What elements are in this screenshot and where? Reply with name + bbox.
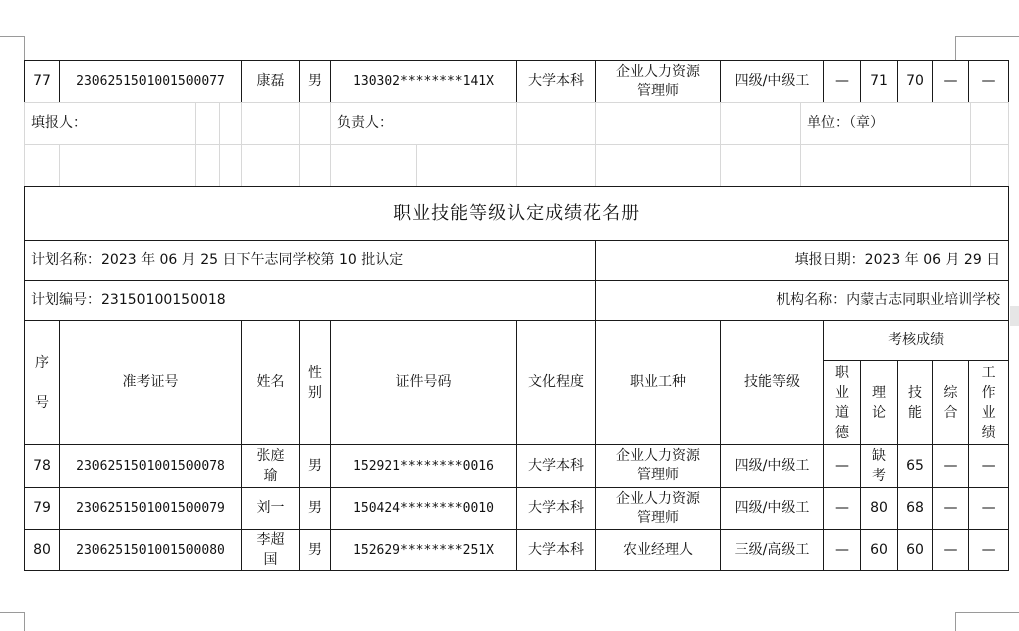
skill-cell: 60	[898, 530, 933, 571]
level-cell: 三级/高级工	[721, 530, 824, 571]
occupation-line: 管理师	[637, 467, 679, 483]
id-no-cell: 152921********0016	[331, 445, 517, 488]
crop-mark	[955, 612, 956, 631]
comprehensive-cell: —	[933, 445, 969, 488]
title-row	[25, 187, 1009, 241]
header-level: 技能等级	[721, 321, 824, 445]
gender-cell: 男	[300, 488, 331, 530]
work-cell: —	[969, 488, 1009, 530]
table-row	[25, 445, 1009, 488]
id-no-cell: 130302********141X	[331, 61, 517, 103]
header-gender: 性别	[300, 321, 331, 445]
seq-cell: 77	[25, 61, 60, 103]
gender-cell: 男	[300, 445, 331, 488]
occupation-cell: 农业经理人	[596, 530, 721, 571]
occupation-cell	[596, 445, 721, 488]
name-cell: 张庭瑜	[242, 445, 300, 488]
id-no-cell: 150424********0010	[331, 488, 517, 530]
header-education: 文化程度	[517, 321, 596, 445]
header-name: 姓名	[242, 321, 300, 445]
ethics-cell: —	[824, 445, 861, 488]
filler-label: 填报人：	[25, 103, 196, 145]
theory-cell: 80	[861, 488, 898, 530]
theory-cell: 60	[861, 530, 898, 571]
table-row	[25, 530, 1009, 571]
education-cell: 大学本科	[517, 61, 596, 103]
header-exam-no: 准考证号	[60, 321, 242, 445]
crop-mark	[955, 36, 1019, 37]
header-id-no: 证件号码	[331, 321, 517, 445]
unit-label: 单位：（章）	[801, 103, 971, 145]
plan-name: 计划名称：2023 年 06 月 25 日下午志同学校第 10 批认定	[25, 241, 596, 281]
education-cell: 大学本科	[517, 445, 596, 488]
comprehensive-cell: —	[933, 61, 969, 103]
side-handle[interactable]	[1010, 306, 1019, 326]
seq-cell: 78	[25, 445, 60, 488]
name-cell: 康磊	[242, 61, 300, 103]
gender-cell: 男	[300, 530, 331, 571]
plan-no: 计划编号：23150100150018	[25, 281, 596, 321]
plan-no-row	[25, 281, 1009, 321]
fill-date: 填报日期：2023 年 06 月 29 日	[596, 241, 1009, 281]
previous-page-row	[24, 60, 1009, 103]
responsible-label: 负责人：	[331, 103, 517, 145]
header-ethics: 职业道德	[824, 361, 861, 445]
skill-cell: 70	[898, 61, 933, 103]
work-cell: —	[969, 530, 1009, 571]
crop-mark	[24, 612, 25, 631]
occupation-cell	[596, 488, 721, 530]
header-seq: 序号	[25, 321, 60, 445]
occupation-line: 管理师	[637, 509, 679, 526]
id-no-cell: 152629********251X	[331, 530, 517, 571]
theory-cell: 缺考	[861, 445, 898, 488]
crop-mark	[0, 36, 24, 37]
exam-no-cell: 2306251501001500080	[60, 530, 242, 571]
level-cell: 四级/中级工	[721, 61, 824, 103]
header-comprehensive: 综合	[933, 361, 969, 445]
crop-mark	[24, 36, 25, 60]
exam-no-cell: 2306251501001500079	[60, 488, 242, 530]
theory-cell: 71	[861, 61, 898, 103]
skill-cell: 68	[898, 488, 933, 530]
table-row	[25, 488, 1009, 530]
crop-mark	[0, 612, 24, 613]
comprehensive-cell: —	[933, 530, 969, 571]
comprehensive-cell: —	[933, 488, 969, 530]
name-cell: 刘一	[242, 488, 300, 530]
crop-mark	[955, 36, 956, 60]
header-work: 工作业绩	[969, 361, 1009, 445]
header-scores: 考核成绩	[824, 321, 1009, 361]
signature-row	[25, 103, 1009, 145]
education-cell: 大学本科	[517, 488, 596, 530]
signature-area	[24, 102, 1009, 187]
occupation-cell	[596, 61, 721, 103]
org-name: 机构名称：内蒙古志同职业培训学校	[596, 281, 1009, 321]
education-cell: 大学本科	[517, 530, 596, 571]
name-cell: 李超国	[242, 530, 300, 571]
ethics-cell: —	[824, 530, 861, 571]
occupation-line: 管理师	[637, 82, 679, 99]
work-cell: —	[969, 445, 1009, 488]
roster-table	[24, 186, 1009, 571]
crop-mark	[955, 612, 1019, 613]
header-occupation: 职业工种	[596, 321, 721, 445]
skill-cell: 65	[898, 445, 933, 488]
plan-row	[25, 241, 1009, 281]
occupation-line: 企业人力资源	[616, 448, 700, 464]
seq-cell: 79	[25, 488, 60, 530]
exam-no-cell: 2306251501001500077	[60, 61, 242, 103]
level-cell: 四级/中级工	[721, 488, 824, 530]
exam-no-cell: 2306251501001500078	[60, 445, 242, 488]
gender-cell: 男	[300, 61, 331, 103]
occupation-line: 企业人力资源	[616, 63, 700, 80]
header-skill: 技能	[898, 361, 933, 445]
header-row	[25, 321, 1009, 361]
blank-row	[25, 145, 1009, 187]
work-cell: —	[969, 61, 1009, 103]
occupation-line: 企业人力资源	[616, 490, 700, 507]
ethics-cell: —	[824, 61, 861, 103]
page-title: 职业技能等级认定成绩花名册	[25, 187, 1009, 241]
seq-cell: 80	[25, 530, 60, 571]
level-cell: 四级/中级工	[721, 445, 824, 488]
ethics-cell: —	[824, 488, 861, 530]
table-row	[25, 61, 1009, 103]
header-theory: 理论	[861, 361, 898, 445]
